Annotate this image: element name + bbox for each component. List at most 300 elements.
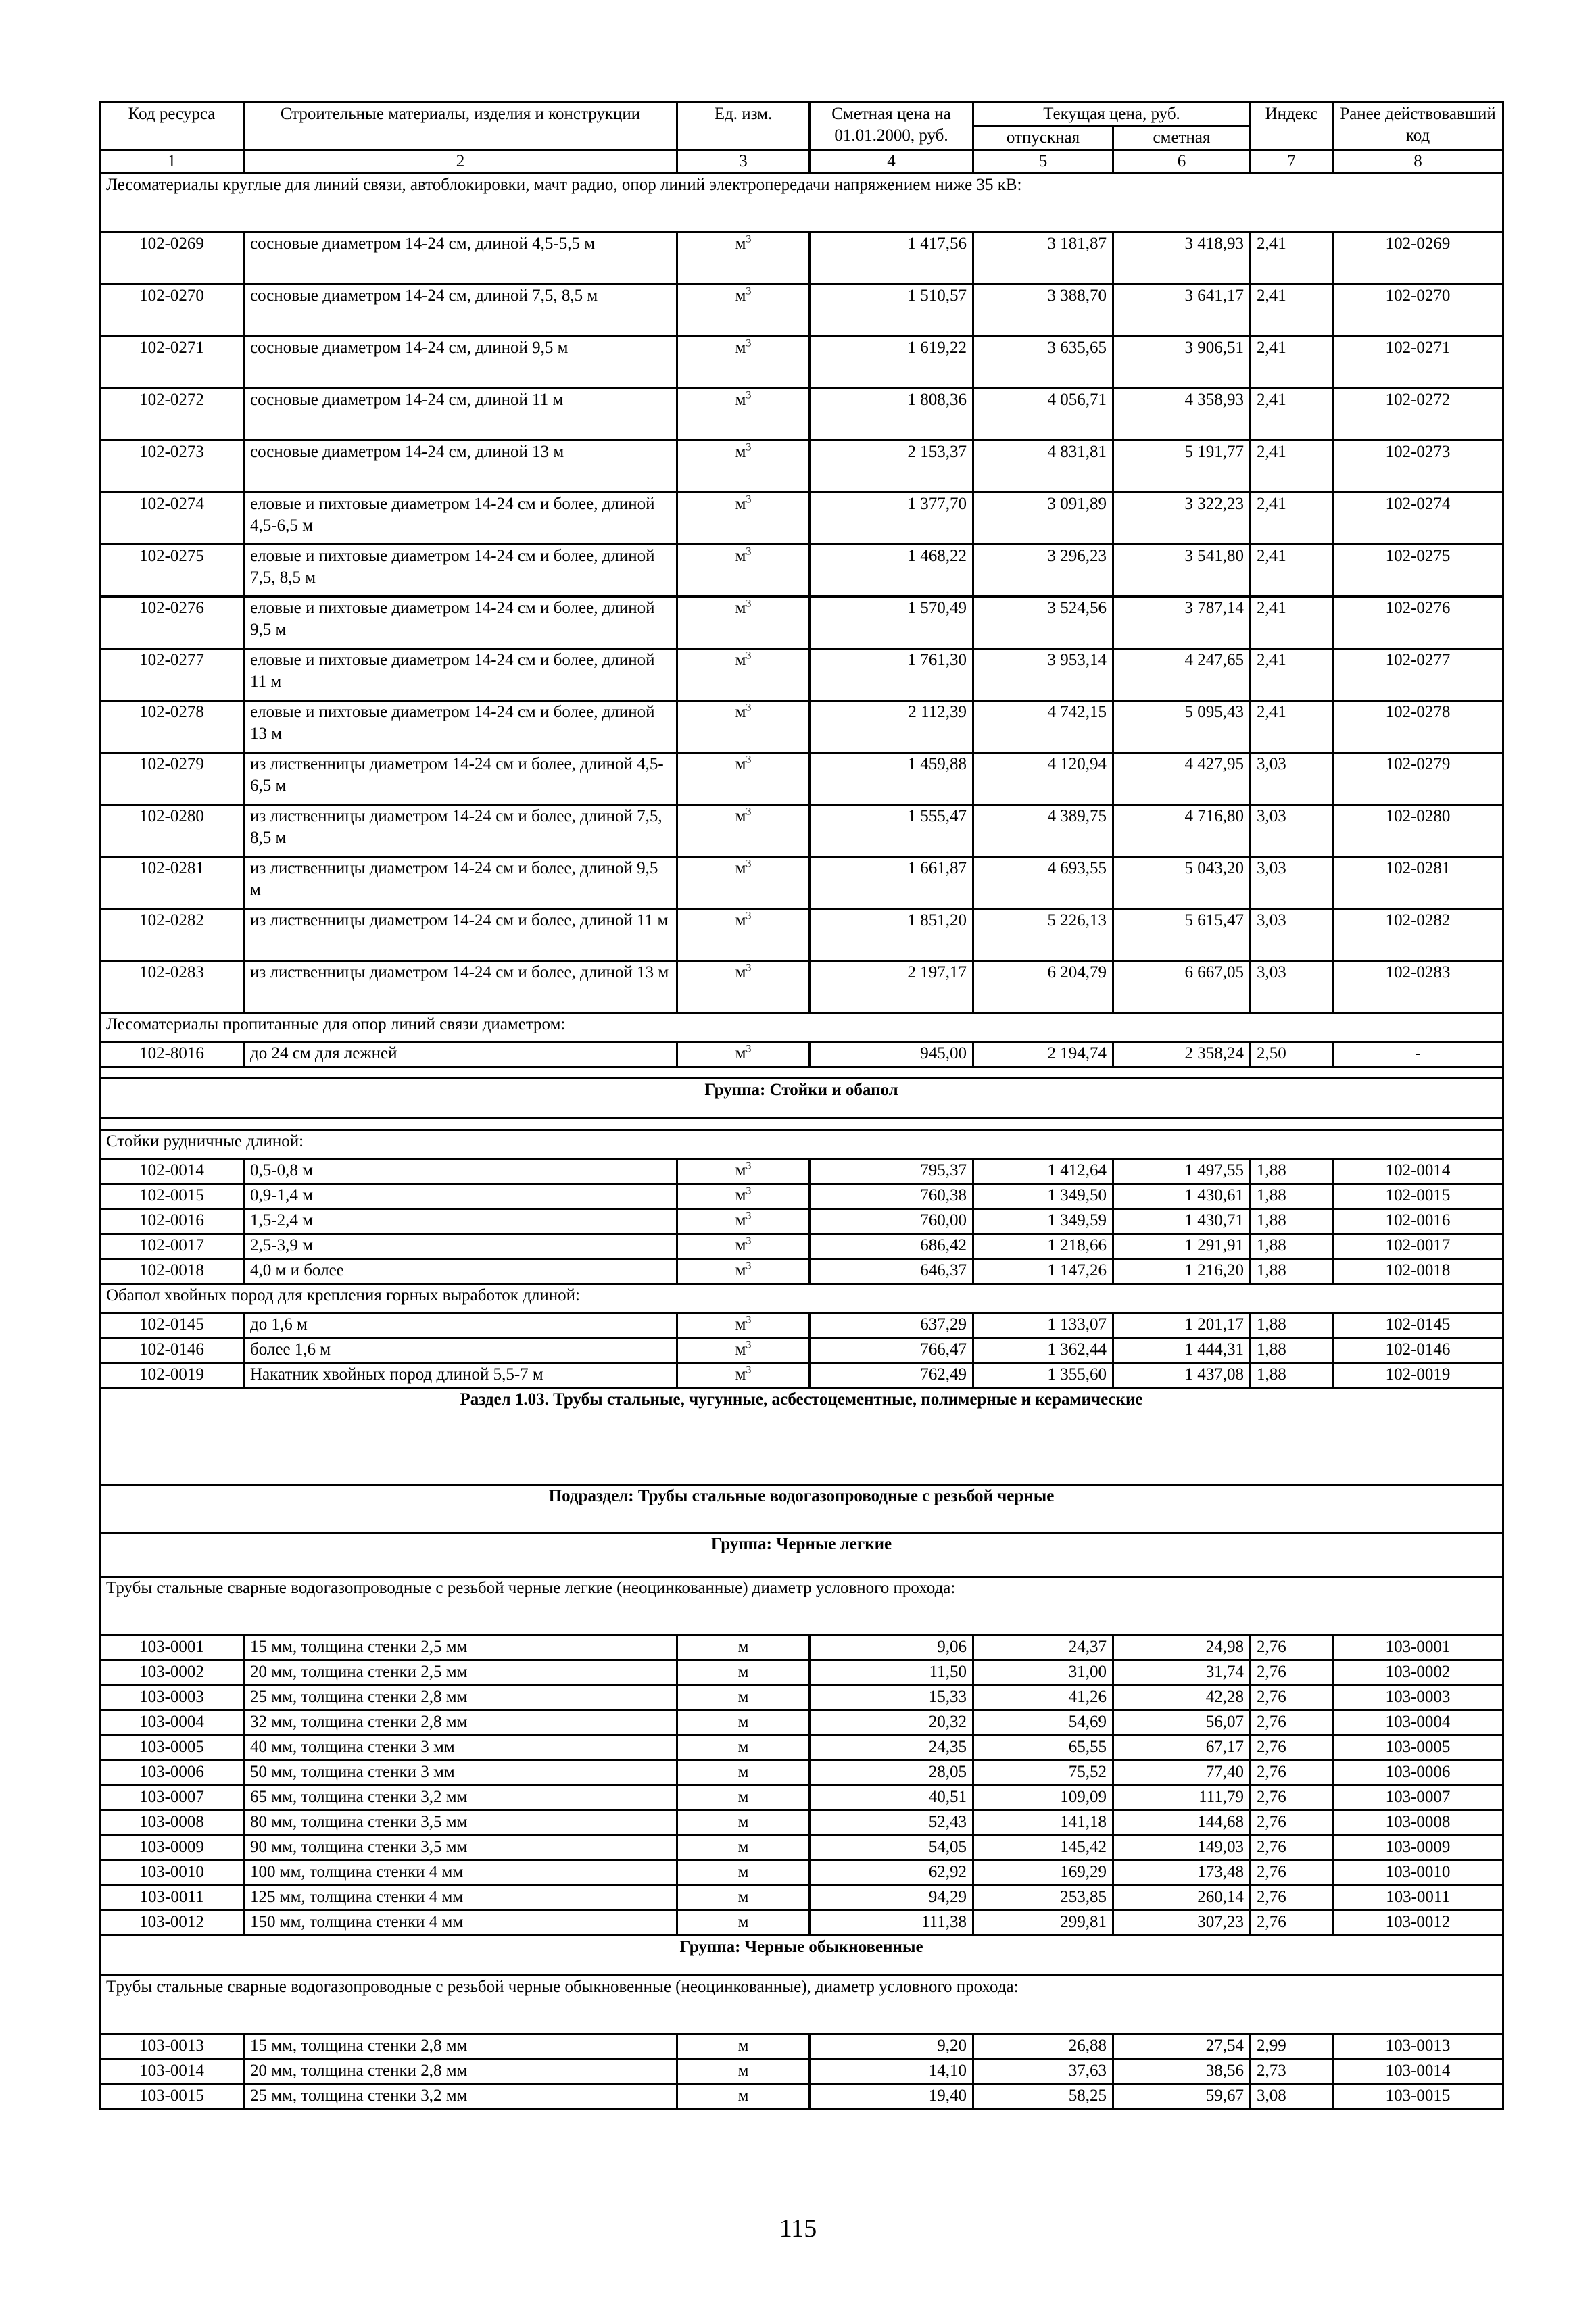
estimate-price: 24,98 xyxy=(1113,1636,1251,1661)
release-price: 4 831,81 xyxy=(973,441,1113,493)
resource-code: 102-0016 xyxy=(100,1209,244,1234)
previous-code: 102-0281 xyxy=(1333,857,1503,909)
unit-symbol: м xyxy=(735,339,746,357)
base-price: 1 851,20 xyxy=(810,909,973,961)
unit-cell xyxy=(677,909,810,961)
price-index: 1,88 xyxy=(1251,1209,1333,1234)
resource-code: 102-0270 xyxy=(100,285,244,337)
unit-symbol: м xyxy=(735,547,746,565)
material-name: 150 мм, толщина стенки 4 мм xyxy=(244,1911,677,1936)
unit-symbol: м xyxy=(737,2062,749,2080)
unit-superscript: 3 xyxy=(746,598,752,610)
base-price: 795,37 xyxy=(810,1159,973,1184)
previous-code: 102-0019 xyxy=(1333,1363,1503,1388)
material-name: еловые и пихтовые диаметром 14-24 см и более, длиной 4,5-6,5 м xyxy=(244,493,677,545)
price-index: 3,03 xyxy=(1251,753,1333,805)
unit-cell xyxy=(677,1686,810,1711)
unit-cell xyxy=(677,2085,810,2110)
base-price: 766,47 xyxy=(810,1338,973,1363)
release-price: 4 056,71 xyxy=(973,389,1113,441)
unit-symbol: м xyxy=(737,1813,749,1831)
material-name: из лиственницы диаметром 14-24 см и более, длиной 4,5-6,5 м xyxy=(244,753,677,805)
release-price: 1 412,64 xyxy=(973,1159,1113,1184)
resource-code: 102-0278 xyxy=(100,701,244,753)
price-index: 2,76 xyxy=(1251,1911,1333,1936)
material-name: 50 мм, толщина стенки 3 мм xyxy=(244,1761,677,1786)
release-price: 3 388,70 xyxy=(973,285,1113,337)
base-price: 2 112,39 xyxy=(810,701,973,753)
resource-code: 102-0280 xyxy=(100,805,244,857)
previous-code: 103-0015 xyxy=(1333,2085,1503,2110)
price-index: 1,88 xyxy=(1251,1338,1333,1363)
table-row xyxy=(100,337,1503,389)
table-row xyxy=(100,805,1503,857)
base-price: 1 761,30 xyxy=(810,649,973,701)
unit-superscript: 3 xyxy=(746,806,752,818)
unit-cell xyxy=(677,1811,810,1836)
unit-cell xyxy=(677,1836,810,1861)
material-name: 90 мм, толщина стенки 3,5 мм xyxy=(244,1836,677,1861)
previous-code: 103-0010 xyxy=(1333,1861,1503,1886)
release-price: 54,69 xyxy=(973,1711,1113,1736)
unit-superscript: 3 xyxy=(746,337,752,349)
price-index: 1,88 xyxy=(1251,1363,1333,1388)
unit-symbol: м xyxy=(737,1863,749,1881)
unit-superscript: 3 xyxy=(746,962,752,974)
resource-code: 103-0007 xyxy=(100,1786,244,1811)
base-price: 11,50 xyxy=(810,1661,973,1686)
price-index: 2,41 xyxy=(1251,285,1333,337)
release-price: 169,29 xyxy=(973,1861,1113,1886)
previous-code: 102-0272 xyxy=(1333,389,1503,441)
estimate-price: 42,28 xyxy=(1113,1686,1251,1711)
unit-symbol: м xyxy=(735,1161,746,1179)
unit-cell xyxy=(677,753,810,805)
unit-superscript: 3 xyxy=(746,910,752,922)
unit-symbol: м xyxy=(735,807,746,825)
estimate-price: 59,67 xyxy=(1113,2085,1251,2110)
unit-cell xyxy=(677,1363,810,1388)
price-index: 2,76 xyxy=(1251,1711,1333,1736)
category-heading-row xyxy=(100,1577,1503,1636)
previous-code: 103-0013 xyxy=(1333,2034,1503,2060)
unit-cell xyxy=(677,2034,810,2060)
category-heading-row xyxy=(100,1013,1503,1042)
resource-code: 102-0276 xyxy=(100,597,244,649)
table-row xyxy=(100,1234,1503,1259)
previous-code: 102-0271 xyxy=(1333,337,1503,389)
group-row xyxy=(100,1079,1503,1119)
estimate-price: 5 615,47 xyxy=(1113,909,1251,961)
unit-cell xyxy=(677,441,810,493)
material-name: 2,5-3,9 м xyxy=(244,1234,677,1259)
base-price: 40,51 xyxy=(810,1786,973,1811)
previous-code: 103-0004 xyxy=(1333,1711,1503,1736)
previous-code: 103-0001 xyxy=(1333,1636,1503,1661)
previous-code: 103-0005 xyxy=(1333,1736,1503,1761)
unit-superscript: 3 xyxy=(746,650,752,662)
release-price: 253,85 xyxy=(973,1886,1113,1911)
estimate-price: 1 291,91 xyxy=(1113,1234,1251,1259)
previous-code: 102-0274 xyxy=(1333,493,1503,545)
estimate-price: 67,17 xyxy=(1113,1736,1251,1761)
unit-symbol: м xyxy=(735,859,746,877)
previous-code: 102-0270 xyxy=(1333,285,1503,337)
price-index: 3,08 xyxy=(1251,2085,1333,2110)
unit-symbol: м xyxy=(737,1663,749,1681)
table-row xyxy=(100,389,1503,441)
estimate-price: 1 216,20 xyxy=(1113,1259,1251,1284)
price-index: 2,41 xyxy=(1251,597,1333,649)
release-price: 3 091,89 xyxy=(973,493,1113,545)
unit-symbol: м xyxy=(735,599,746,617)
group-row xyxy=(100,1533,1503,1577)
unit-symbol: м xyxy=(737,1638,749,1656)
release-price: 1 147,26 xyxy=(973,1259,1113,1284)
unit-symbol: м xyxy=(735,963,746,981)
unit-superscript: 3 xyxy=(746,389,752,401)
category-heading-row xyxy=(100,1976,1503,2034)
estimate-price: 1 430,71 xyxy=(1113,1209,1251,1234)
price-index: 2,41 xyxy=(1251,493,1333,545)
resource-code: 103-0004 xyxy=(100,1711,244,1736)
category-heading-mine-posts: Стойки рудничные длиной: xyxy=(100,1130,1503,1159)
previous-code: - xyxy=(1333,1042,1503,1067)
unit-superscript: 3 xyxy=(746,1210,752,1222)
table-row xyxy=(100,1736,1503,1761)
category-heading-row xyxy=(100,1130,1503,1159)
base-price: 760,00 xyxy=(810,1209,973,1234)
previous-code: 102-0275 xyxy=(1333,545,1503,597)
unit-symbol: м xyxy=(737,1713,749,1731)
previous-code: 103-0011 xyxy=(1333,1886,1503,1911)
estimate-price: 4 716,80 xyxy=(1113,805,1251,857)
previous-code: 102-0277 xyxy=(1333,649,1503,701)
material-name: 20 мм, толщина стенки 2,5 мм xyxy=(244,1661,677,1686)
resource-code: 103-0006 xyxy=(100,1761,244,1786)
estimate-price: 1 437,08 xyxy=(1113,1363,1251,1388)
price-index: 2,76 xyxy=(1251,1811,1333,1836)
price-index: 3,03 xyxy=(1251,805,1333,857)
subsection-heading: Подраздел: Трубы стальные водогазопроводные с резьбой черные xyxy=(100,1485,1503,1533)
table-row xyxy=(100,2085,1503,2110)
estimate-price: 3 541,80 xyxy=(1113,545,1251,597)
release-price: 4 693,55 xyxy=(973,857,1113,909)
table-row xyxy=(100,1711,1503,1736)
group-heading-posts: Группа: Стойки и обапол xyxy=(100,1079,1503,1119)
table-row xyxy=(100,1661,1503,1686)
table-row xyxy=(100,1209,1503,1234)
unit-cell xyxy=(677,1313,810,1338)
header-estimate-price: сметная xyxy=(1113,126,1251,150)
base-price: 686,42 xyxy=(810,1234,973,1259)
release-price: 3 953,14 xyxy=(973,649,1113,701)
release-price: 4 742,15 xyxy=(973,701,1113,753)
unit-cell xyxy=(677,1861,810,1886)
price-index: 2,76 xyxy=(1251,1761,1333,1786)
col-number: 1 xyxy=(100,150,244,174)
material-name: 4,0 м и более xyxy=(244,1259,677,1284)
material-name: из лиственницы диаметром 14-24 см и более, длиной 11 м xyxy=(244,909,677,961)
unit-symbol: м xyxy=(735,651,746,669)
resource-code: 102-0283 xyxy=(100,961,244,1013)
price-index: 2,41 xyxy=(1251,389,1333,441)
estimate-price: 307,23 xyxy=(1113,1911,1251,1936)
estimate-price: 3 418,93 xyxy=(1113,233,1251,285)
price-index: 2,76 xyxy=(1251,1786,1333,1811)
base-price: 760,38 xyxy=(810,1184,973,1209)
base-price: 1 459,88 xyxy=(810,753,973,805)
material-name: 80 мм, толщина стенки 3,5 мм xyxy=(244,1811,677,1836)
table-row xyxy=(100,753,1503,805)
release-price: 1 349,50 xyxy=(973,1184,1113,1209)
group-heading-ordinary: Группа: Черные обыкновенные xyxy=(100,1936,1503,1976)
price-index: 2,76 xyxy=(1251,1636,1333,1661)
base-price: 646,37 xyxy=(810,1259,973,1284)
previous-code: 102-0283 xyxy=(1333,961,1503,1013)
col-number: 8 xyxy=(1333,150,1503,174)
unit-symbol: м xyxy=(735,235,746,253)
spacer-cell xyxy=(100,1067,1503,1079)
estimate-price: 77,40 xyxy=(1113,1761,1251,1786)
spacer-row xyxy=(100,1119,1503,1130)
category-heading-light-pipes: Трубы стальные сварные водогазопроводные с резьбой черные легкие (неоцинкованные) диаметр условного прохода: xyxy=(100,1577,1503,1636)
unit-superscript: 3 xyxy=(746,1314,752,1326)
table-row xyxy=(100,1338,1503,1363)
previous-code: 103-0006 xyxy=(1333,1761,1503,1786)
unit-superscript: 3 xyxy=(746,493,752,506)
unit-symbol: м xyxy=(737,1913,749,1931)
price-index: 1,88 xyxy=(1251,1159,1333,1184)
price-index: 3,03 xyxy=(1251,909,1333,961)
col-number: 4 xyxy=(810,150,973,174)
unit-cell xyxy=(677,389,810,441)
material-name: еловые и пихтовые диаметром 14-24 см и более, длиной 9,5 м xyxy=(244,597,677,649)
table-row xyxy=(100,1786,1503,1811)
base-price: 1 510,57 xyxy=(810,285,973,337)
table-row xyxy=(100,233,1503,285)
previous-code: 102-0280 xyxy=(1333,805,1503,857)
unit-superscript: 3 xyxy=(746,1160,752,1172)
unit-cell xyxy=(677,649,810,701)
previous-code: 102-0279 xyxy=(1333,753,1503,805)
unit-cell xyxy=(677,857,810,909)
release-price: 109,09 xyxy=(973,1786,1113,1811)
base-price: 1 468,22 xyxy=(810,545,973,597)
material-name: 15 мм, толщина стенки 2,8 мм xyxy=(244,2034,677,2060)
table-row xyxy=(100,1259,1503,1284)
header-release-price: отпускная xyxy=(973,126,1113,150)
estimate-price: 5 095,43 xyxy=(1113,701,1251,753)
base-price: 1 808,36 xyxy=(810,389,973,441)
price-index: 3,03 xyxy=(1251,961,1333,1013)
unit-symbol: м xyxy=(735,391,746,409)
release-price: 1 218,66 xyxy=(973,1234,1113,1259)
unit-superscript: 3 xyxy=(746,441,752,454)
previous-code: 102-0015 xyxy=(1333,1184,1503,1209)
unit-superscript: 3 xyxy=(746,702,752,714)
unit-symbol: м xyxy=(737,1788,749,1806)
table-row xyxy=(100,1811,1503,1836)
unit-symbol: м xyxy=(735,1236,746,1254)
base-price: 9,06 xyxy=(810,1636,973,1661)
table-row xyxy=(100,1313,1503,1338)
base-price: 24,35 xyxy=(810,1736,973,1761)
material-name: 20 мм, толщина стенки 2,8 мм xyxy=(244,2060,677,2085)
estimate-price: 3 641,17 xyxy=(1113,285,1251,337)
material-name: из лиственницы диаметром 14-24 см и более, длиной 13 м xyxy=(244,961,677,1013)
release-price: 3 181,87 xyxy=(973,233,1113,285)
table-row xyxy=(100,1363,1503,1388)
material-name: 1,5-2,4 м xyxy=(244,1209,677,1234)
resource-code: 102-0019 xyxy=(100,1363,244,1388)
base-price: 762,49 xyxy=(810,1363,973,1388)
material-name: еловые и пихтовые диаметром 14-24 см и более, длиной 11 м xyxy=(244,649,677,701)
unit-superscript: 3 xyxy=(746,1364,752,1376)
estimate-price: 6 667,05 xyxy=(1113,961,1251,1013)
spacer-row xyxy=(100,1067,1503,1079)
base-price: 2 197,17 xyxy=(810,961,973,1013)
base-price: 945,00 xyxy=(810,1042,973,1067)
release-price: 37,63 xyxy=(973,2060,1113,2085)
base-price: 9,20 xyxy=(810,2034,973,2060)
table-row xyxy=(100,1636,1503,1661)
base-price: 28,05 xyxy=(810,1761,973,1786)
material-name: 15 мм, толщина стенки 2,5 мм xyxy=(244,1636,677,1661)
base-price: 111,38 xyxy=(810,1911,973,1936)
table-row xyxy=(100,441,1503,493)
release-price: 3 524,56 xyxy=(973,597,1113,649)
base-price: 1 417,56 xyxy=(810,233,973,285)
resource-code: 103-0015 xyxy=(100,2085,244,2110)
base-price: 1 377,70 xyxy=(810,493,973,545)
release-price: 1 362,44 xyxy=(973,1338,1113,1363)
col-number: 2 xyxy=(244,150,677,174)
resource-code: 103-0011 xyxy=(100,1886,244,1911)
material-name: 40 мм, толщина стенки 3 мм xyxy=(244,1736,677,1761)
col-number: 3 xyxy=(677,150,810,174)
resource-code: 103-0008 xyxy=(100,1811,244,1836)
col-number: 7 xyxy=(1251,150,1333,174)
resource-code: 102-0145 xyxy=(100,1313,244,1338)
material-name: сосновые диаметром 14-24 см, длиной 11 м xyxy=(244,389,677,441)
unit-superscript: 3 xyxy=(746,754,752,766)
estimate-price: 27,54 xyxy=(1113,2034,1251,2060)
material-name: еловые и пихтовые диаметром 14-24 см и более, длиной 7,5, 8,5 м xyxy=(244,545,677,597)
release-price: 299,81 xyxy=(973,1911,1113,1936)
unit-symbol: м xyxy=(735,1211,746,1229)
base-price: 1 555,47 xyxy=(810,805,973,857)
previous-code: 102-0017 xyxy=(1333,1234,1503,1259)
release-price: 3 635,65 xyxy=(973,337,1113,389)
table-row xyxy=(100,493,1503,545)
resource-code: 103-0010 xyxy=(100,1861,244,1886)
unit-superscript: 3 xyxy=(746,233,752,245)
unit-symbol: м xyxy=(737,2037,749,2055)
unit-symbol: м xyxy=(735,1340,746,1359)
price-index: 2,76 xyxy=(1251,1686,1333,1711)
price-index: 2,76 xyxy=(1251,1661,1333,1686)
estimate-price: 2 358,24 xyxy=(1113,1042,1251,1067)
release-price: 1 355,60 xyxy=(973,1363,1113,1388)
table-row xyxy=(100,649,1503,701)
unit-superscript: 3 xyxy=(746,1260,752,1272)
unit-symbol: м xyxy=(735,755,746,773)
unit-cell xyxy=(677,337,810,389)
unit-cell xyxy=(677,701,810,753)
estimate-price: 3 906,51 xyxy=(1113,337,1251,389)
material-name: из лиственницы диаметром 14-24 см и более, длиной 9,5 м xyxy=(244,857,677,909)
material-name: 25 мм, толщина стенки 2,8 мм xyxy=(244,1686,677,1711)
material-name: из лиственницы диаметром 14-24 см и более, длиной 7,5, 8,5 м xyxy=(244,805,677,857)
base-price: 2 153,37 xyxy=(810,441,973,493)
base-price: 19,40 xyxy=(810,2085,973,2110)
previous-code: 103-0007 xyxy=(1333,1786,1503,1811)
material-name: более 1,6 м xyxy=(244,1338,677,1363)
category-heading-round-timber: Лесоматериалы круглые для линий связи, автоблокировки, мачт радио, опор линий электропередачи напряжением ниже 35 кВ: xyxy=(100,174,1503,233)
previous-code: 102-0014 xyxy=(1333,1159,1503,1184)
base-price: 94,29 xyxy=(810,1886,973,1911)
unit-cell xyxy=(677,805,810,857)
release-price: 3 296,23 xyxy=(973,545,1113,597)
base-price: 1 570,49 xyxy=(810,597,973,649)
unit-superscript: 3 xyxy=(746,1235,752,1247)
section-heading: Раздел 1.03. Трубы стальные, чугунные, асбестоцементные, полимерные и керамические xyxy=(100,1388,1503,1485)
table-row xyxy=(100,1184,1503,1209)
header-name: Строительные материалы, изделия и конструкции xyxy=(244,103,677,150)
release-price: 5 226,13 xyxy=(973,909,1113,961)
resource-code: 102-0282 xyxy=(100,909,244,961)
table-row xyxy=(100,1159,1503,1184)
resource-code: 103-0005 xyxy=(100,1736,244,1761)
resource-code: 103-0002 xyxy=(100,1661,244,1686)
base-price: 1 619,22 xyxy=(810,337,973,389)
resource-code: 102-0014 xyxy=(100,1159,244,1184)
resource-code: 102-0017 xyxy=(100,1234,244,1259)
material-name: 100 мм, толщина стенки 4 мм xyxy=(244,1861,677,1886)
price-index: 2,99 xyxy=(1251,2034,1333,2060)
estimate-price: 4 247,65 xyxy=(1113,649,1251,701)
base-price: 15,33 xyxy=(810,1686,973,1711)
table-row xyxy=(100,285,1503,337)
resource-code: 102-0271 xyxy=(100,337,244,389)
unit-cell xyxy=(677,1042,810,1067)
base-price: 62,92 xyxy=(810,1861,973,1886)
category-heading-row xyxy=(100,1284,1503,1313)
material-name: 65 мм, толщина стенки 3,2 мм xyxy=(244,1786,677,1811)
previous-code: 103-0009 xyxy=(1333,1836,1503,1861)
material-name: Накатник хвойных пород длиной 5,5-7 м xyxy=(244,1363,677,1388)
unit-cell xyxy=(677,493,810,545)
unit-cell xyxy=(677,545,810,597)
unit-symbol: м xyxy=(735,703,746,721)
table-row xyxy=(100,961,1503,1013)
release-price: 4 120,94 xyxy=(973,753,1113,805)
release-price: 6 204,79 xyxy=(973,961,1113,1013)
unit-symbol: м xyxy=(737,1838,749,1856)
unit-symbol: м xyxy=(735,1186,746,1204)
estimate-price: 1 201,17 xyxy=(1113,1313,1251,1338)
estimate-price: 260,14 xyxy=(1113,1886,1251,1911)
base-price: 54,05 xyxy=(810,1836,973,1861)
resource-code: 102-0279 xyxy=(100,753,244,805)
unit-symbol: м xyxy=(737,1688,749,1706)
release-price: 1 133,07 xyxy=(973,1313,1113,1338)
estimate-price: 1 430,61 xyxy=(1113,1184,1251,1209)
unit-symbol: м xyxy=(737,1888,749,1906)
unit-symbol: м xyxy=(735,495,746,513)
release-price: 58,25 xyxy=(973,2085,1113,2110)
